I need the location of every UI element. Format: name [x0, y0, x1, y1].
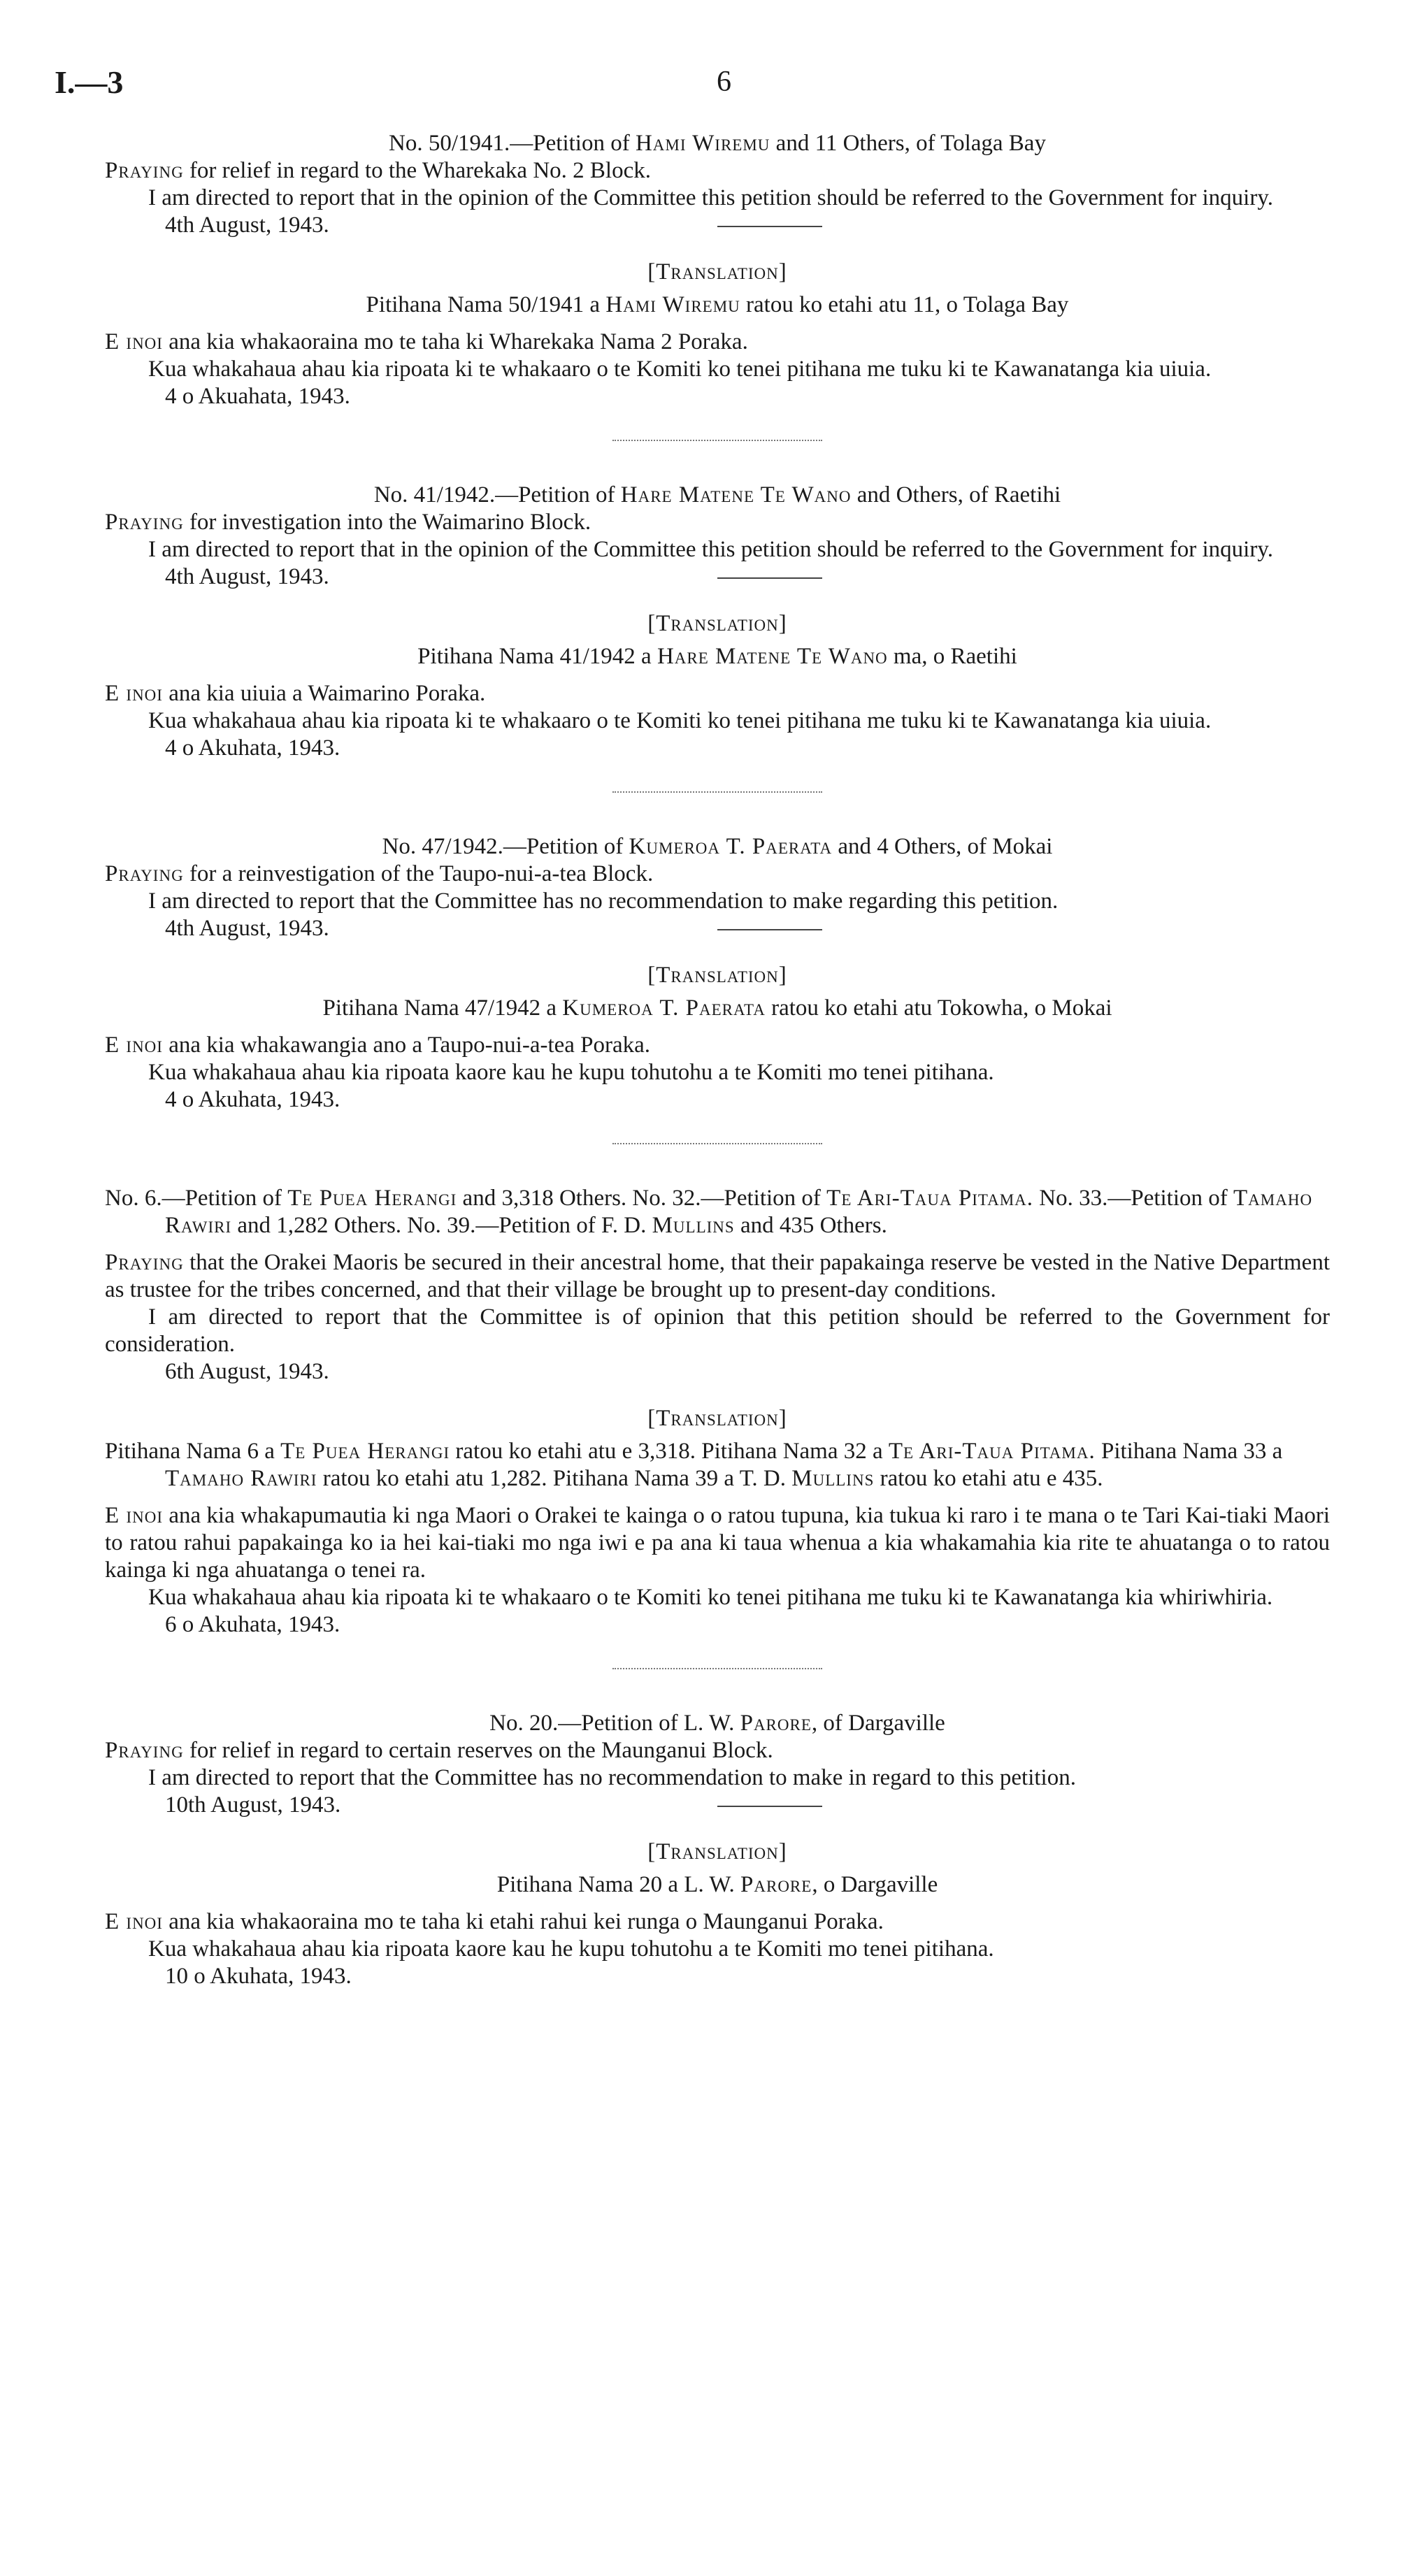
translation-date: 4 o Akuhata, 1943. [165, 735, 340, 761]
petition-section [105, 833, 1330, 1144]
short-rule [717, 226, 822, 227]
inoi-paragraph: E inoi ana kia whakapumautia ki nga Maori o Orakei te kainga o o ratou tupuna, kia tukua ki raro i te mana o te Tari Kai-tiaki Maori to ratou rahui papakainga ko ia hei kai-tiaki mo nga iwi e pa ana ki taua whenua a kia whakamahia kia rite te ahuatanga o to ratou kainga ki nga ahuatanga o tenei ra. [105, 1503, 1330, 1583]
praying-paragraph: Praying for a reinvestigation of the Taupo-nui-a-tea Block. [105, 861, 654, 886]
translation-heading: Pitihana Nama 6 a Te Puea Herangi ratou ko etahi atu e 3,318. Pitihana Nama 32 a Te Ari-Taua Pitama. Pitihana Nama 33 a Tamaho Rawiri ratou ko etahi atu 1,282. Pitihana Nama 39 a T. D. Mullins ratou ko etahi atu e 435. [105, 1439, 1283, 1491]
report-paragraph: I am directed to report that the Committee has no recommendation to make in regard to this petition. [148, 1765, 1076, 1790]
translation-report: Kua whakahaua ahau kia ripoata kaore kau he kupu tohutohu a te Komiti mo tenei pitihana. [148, 1936, 994, 1962]
short-rule [717, 1806, 822, 1807]
translation-report: Kua whakahaua ahau kia ripoata ki te whakaaro o te Komiti ko tenei pitihana me tuku ki te Kawanatanga kia whiriwhiria. [148, 1585, 1273, 1610]
translation-report: Kua whakahaua ahau kia ripoata ki te whakaaro o te Komiti ko tenei pitihana me tuku ki te Kawanatanga kia uiuia. [148, 357, 1212, 382]
section-divider [612, 440, 822, 441]
petition-heading: No. 50/1941.—Petition of Hami Wiremu and 11 Others, of Tolaga Bay [389, 131, 1046, 156]
translation-label: [Translation] [647, 259, 787, 285]
report-date: 4th August, 1943. [165, 212, 1330, 239]
petition-heading: No. 41/1942.—Petition of Hare Matene Te Wano and Others, of Raetihi [373, 482, 1061, 508]
report-paragraph: I am directed to report that in the opinion of the Committee this petition should be referred to the Government for inquiry. [148, 185, 1273, 210]
translation-heading: Pitihana Nama 20 a L. W. Parore, o Dargaville [496, 1872, 938, 1897]
translation-heading: Pitihana Nama 47/1942 a Kumeroa T. Paerata ratou ko etahi atu Tokowha, o Mokai [322, 995, 1112, 1021]
section-divider [612, 1668, 822, 1669]
praying-paragraph: Praying for investigation into the Waimarino Block. [105, 510, 591, 535]
section-divider [612, 1143, 822, 1144]
report-paragraph: I am directed to report that the Committee has no recommendation to make regarding this petition. [148, 888, 1059, 914]
translation-label: [Translation] [647, 1406, 787, 1431]
inoi-paragraph: E inoi ana kia whakawangia ano a Taupo-nui-a-tea Poraka. [105, 1032, 651, 1058]
praying-paragraph: Praying for relief in regard to the Wharekaka No. 2 Block. [105, 158, 651, 183]
praying-paragraph: Praying for relief in regard to certain reserves on the Maunganui Block. [105, 1738, 773, 1763]
translation-date: 6 o Akuhata, 1943. [165, 1612, 340, 1637]
inoi-paragraph: E inoi ana kia whakaoraina mo te taha ki etahi rahui kei runga o Maunganui Poraka. [105, 1909, 884, 1934]
section-divider [612, 791, 822, 793]
short-rule [717, 929, 822, 930]
report-paragraph: I am directed to report that the Committee is of opinion that this petition should be referred to the Government for consideration. [105, 1304, 1330, 1357]
short-rule [717, 577, 822, 579]
petition-heading: No. 47/1942.—Petition of Kumeroa T. Paerata and 4 Others, of Mokai [382, 834, 1053, 859]
translation-report: Kua whakahaua ahau kia ripoata ki te whakaaro o te Komiti ko tenei pitihana me tuku ki te Kawanatanga kia uiuia. [148, 708, 1212, 733]
page-number: 6 [717, 66, 731, 98]
petition-section [105, 130, 1330, 441]
translation-heading: Pitihana Nama 41/1942 a Hare Matene Te Wano ma, o Raetihi [417, 644, 1017, 669]
translation-label: [Translation] [647, 963, 787, 988]
translation-report: Kua whakahaua ahau kia ripoata kaore kau he kupu tohutohu a te Komiti mo tenei pitihana. [148, 1060, 994, 1085]
inoi-paragraph: E inoi ana kia uiuia a Waimarino Poraka. [105, 681, 486, 706]
report-date: 6th August, 1943. [165, 1359, 329, 1384]
translation-heading: Pitihana Nama 50/1941 a Hami Wiremu ratou ko etahi atu 11, o Tolaga Bay [366, 292, 1069, 317]
translation-date: 4 o Akuahata, 1943. [165, 384, 350, 409]
translation-label: [Translation] [647, 1839, 787, 1864]
petitions-column [105, 130, 1330, 1990]
petition-heading: No. 20.—Petition of L. W. Parore, of Dargaville [489, 1711, 945, 1736]
report-date: 4th August, 1943. [165, 563, 1330, 591]
report-paragraph: I am directed to report that in the opinion of the Committee this petition should be referred to the Government for inquiry. [148, 537, 1273, 562]
translation-label: [Translation] [647, 611, 787, 636]
inoi-paragraph: E inoi ana kia whakaoraina mo te taha ki Wharekaka Nama 2 Poraka. [105, 329, 748, 354]
praying-paragraph: Praying that the Orakei Maoris be secured in their ancestral home, that their papakainga reserve be vested in the Native Department as trustee for the tribes concerned, and that their village be brought up to present-day conditions. [105, 1250, 1330, 1302]
translation-date: 10 o Akuhata, 1943. [165, 1964, 352, 1989]
petition-section [105, 1185, 1330, 1669]
petition-section [105, 482, 1330, 793]
paper-reference: I.—3 [55, 64, 124, 100]
report-date: 4th August, 1943. [165, 915, 1330, 942]
petition-heading: No. 6.—Petition of Te Puea Herangi and 3,318 Others. No. 32.—Petition of Te Ari-Taua Pitama. No. 33.—Petition of Tamaho Rawiri and 1,282 Others. No. 39.—Petition of F. D. Mullins and 435 Others. [105, 1186, 1313, 1238]
petition-section [105, 1710, 1330, 1990]
translation-date: 4 o Akuhata, 1943. [165, 1087, 340, 1112]
report-date: 10th August, 1943. [165, 1792, 1330, 1819]
